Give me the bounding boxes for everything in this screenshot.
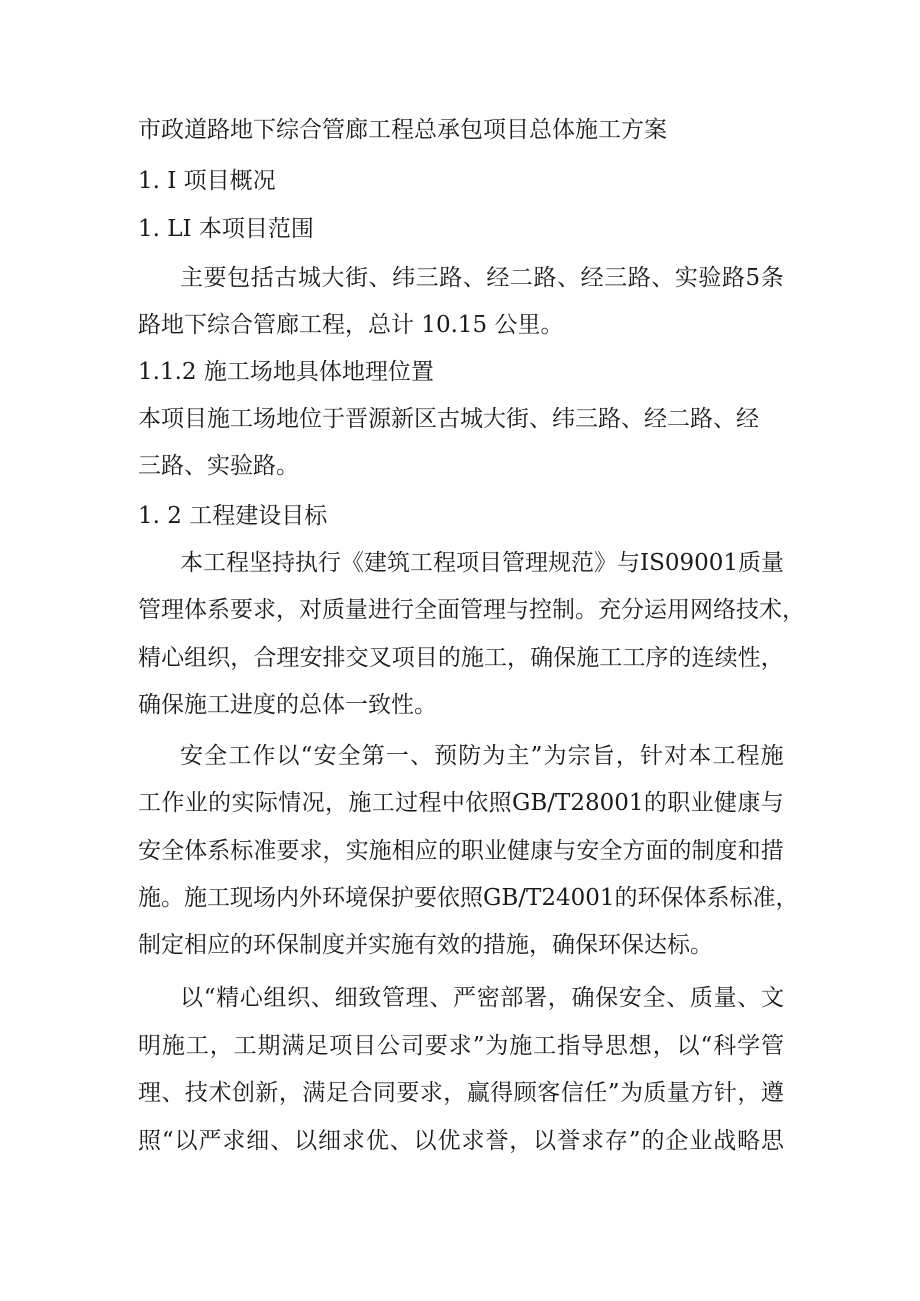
paragraph-line: 明 施 工 ， 工 期 满 足 项 目 公 司 要 求 ” 为 施 工 指 导 思 想 ， 以 “ 科 学 管 bbox=[138, 1033, 784, 1059]
paragraph-line: 三路、实验路。 bbox=[138, 453, 299, 479]
paragraph-line: 安 全 工 作 以 “ 安 全 第 一 、 预 防 为 主 ” 为 宗 旨 ， 针 对 本 工 程 施 bbox=[180, 743, 784, 769]
paragraph-line: 确保施工进度的总体一致性。 bbox=[138, 692, 437, 718]
heading-1-2: 1. 2 工程建设目标 bbox=[138, 503, 328, 529]
heading-1-1: 1. I 项目概况 bbox=[138, 168, 276, 194]
paragraph-line: 精 心 组 织 ， 合 理 安 排 交 叉 项 目 的 施 工 ， 确 保 施 工 工 序 的 连 续 性 ， bbox=[138, 645, 784, 671]
paragraph-line: 本项目施工场地位于晋源新区古城大街、纬三路、经二路、经 bbox=[138, 406, 759, 432]
heading-1-1-1: 1. LI 本项目范围 bbox=[138, 216, 314, 242]
paragraph-line: 制定相应的环保制度并实施有效的措施，确保环保达标。 bbox=[138, 932, 713, 958]
heading-1-1-2: 1.1.2 施工场地具体地理位置 bbox=[138, 359, 434, 385]
paragraph-line: 照 “ 以 严 求 细 、 以 细 求 优 、 以 优 求 誉 ， 以 誉 求 存 ” 的 企 业 战 略 思 bbox=[138, 1128, 784, 1154]
paragraph-line: 理 、 技 术 创 新 ， 满 足 合 同 要 求 ， 赢 得 顾 客 信 任 ” 为 质 量 方 针 ， 遵 bbox=[138, 1080, 784, 1106]
paragraph-line: 工 作 业 的 实 际 情 况 ， 施 工 过 程 中 依 照 GB/T28001 的 职 业 健 康 与 bbox=[138, 790, 784, 816]
paragraph-line: 管 理 体 系 要 求 ， 对 质 量 进 行 全 面 管 理 与 控 制 。 充 分 运 用 网 络 技 术 ， bbox=[138, 597, 805, 623]
paragraph-line: 本 工 程 坚 持 执 行 《 建 筑 工 程 项 目 管 理 规 范 》 与 IS09001 质 量 bbox=[180, 550, 785, 576]
paragraph-line: 以 “ 精 心 组 织 、 细 致 管 理 、 严 密 部 署 ， 确 保 安 全 、 质 量 、 文 bbox=[180, 985, 784, 1011]
paragraph-line: 施 。 施 工 现 场 内 外 环 境 保 护 要 依 照 GB/T24001 的 环 保 体 系 标 准 ， bbox=[138, 885, 799, 911]
paragraph-line: 主 要 包 括 古 城 大 街 、 纬 三 路 、 经 二 路 、 经 三 路 、 实 验 路 5 条 bbox=[180, 265, 784, 291]
paragraph-line: 安 全 体 系 标 准 要 求 ， 实 施 相 应 的 职 业 健 康 与 安 全 方 面 的 制 度 和 措 bbox=[138, 838, 784, 864]
paragraph-line: 路地下综合管廊工程，总计 10.15 公里。 bbox=[138, 312, 564, 338]
document-title: 市政道路地下综合管廊工程总承包项目总体施工方案 bbox=[138, 117, 667, 143]
